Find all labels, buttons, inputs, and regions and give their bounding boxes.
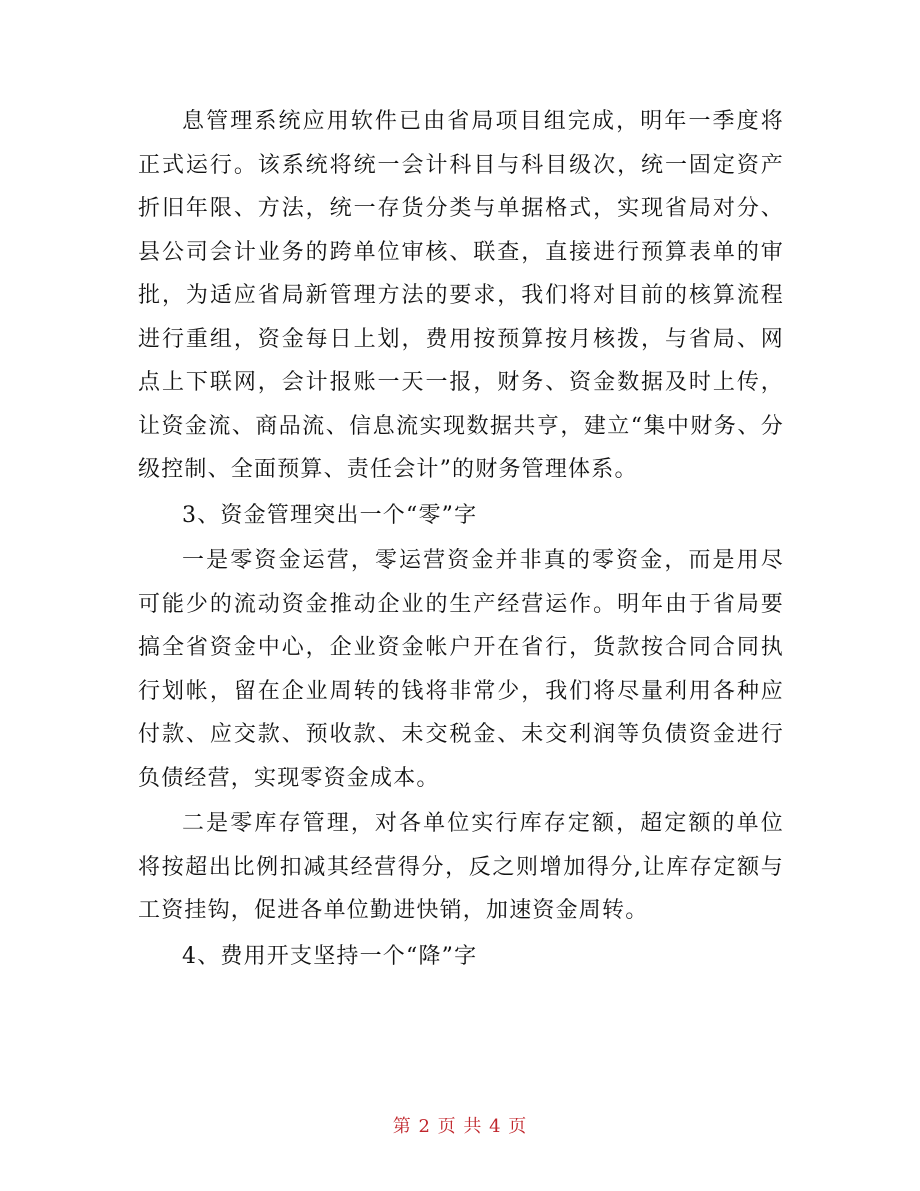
paragraph-3: 二是零库存管理，对各单位实行库存定额，超定额的单位将按超出比例扣减其经营得分，反之则增加得分,让库存定额与工资挂钩，促进各单位勤进快销，加速资金周转。 [138, 811, 784, 923]
paragraph-1: 息管理系统应用软件已由省局项目组完成，明年一季度将正式运行。该系统将统一会计科目与科目级次，统一固定资产折旧年限、方法，统一存货分类与单据格式，实现省局对分、县公司会计业务的跨单位审核、联查，直接进行预算表单的审批，为适应省局新管理方法的要求，我们将对目前的核算流程进行重组，资金每日上划，费用按预算按月核拨，与省局、网点上下联网，会计报账一天一报，财务、资金数据及时上传，让资金流、商品流、信息流实现数据共亨，建立“集中财务、分级控制、全面预算、责任会计”的财务管理体系。 [138, 109, 784, 482]
section-heading-3: 3、资金管理突出一个“零”字 [182, 502, 478, 528]
section-heading-4: 4、费用开支坚持一个“降”字 [182, 943, 478, 969]
document-body [138, 100, 784, 978]
page-number-footer: 第 2 页 共 4 页 [392, 1116, 528, 1137]
paragraph-2: 一是零资金运营，零运营资金并非真的零资金，而是用尽可能少的流动资金推动企业的生产经营运作。明年由于省局要搞全省资金中心，企业资金帐户开在省行，货款按合同合同执行划帐，留在企业周转的钱将非常少，我们将尽量利用各种应付款、应交款、预收款、未交税金、未交利润等负债资金进行负债经营，实现零资金成本。 [138, 548, 784, 791]
